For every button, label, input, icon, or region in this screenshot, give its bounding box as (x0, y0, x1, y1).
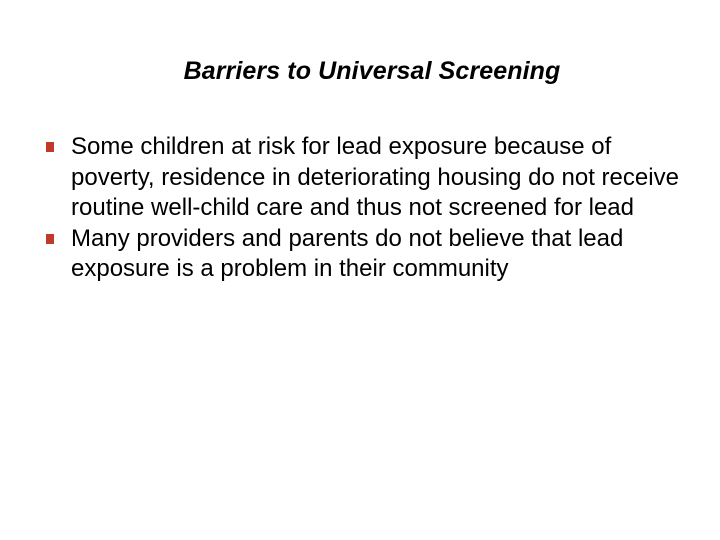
bullet-item (44, 224, 684, 285)
slide-title: Barriers to Universal Screening (183, 57, 561, 85)
square-bullet-icon (46, 142, 54, 152)
bullet-text: Many providers and parents do not believe that lead exposure is a problem in their community (71, 224, 624, 282)
bullet-text: Some children at risk for lead exposure because of poverty, residence in deteriorating housing do not receive routine well-child care and thus not screened for lead (71, 133, 679, 221)
bullet-list (44, 132, 684, 285)
square-bullet-icon (46, 234, 54, 244)
bullet-item (44, 132, 684, 224)
